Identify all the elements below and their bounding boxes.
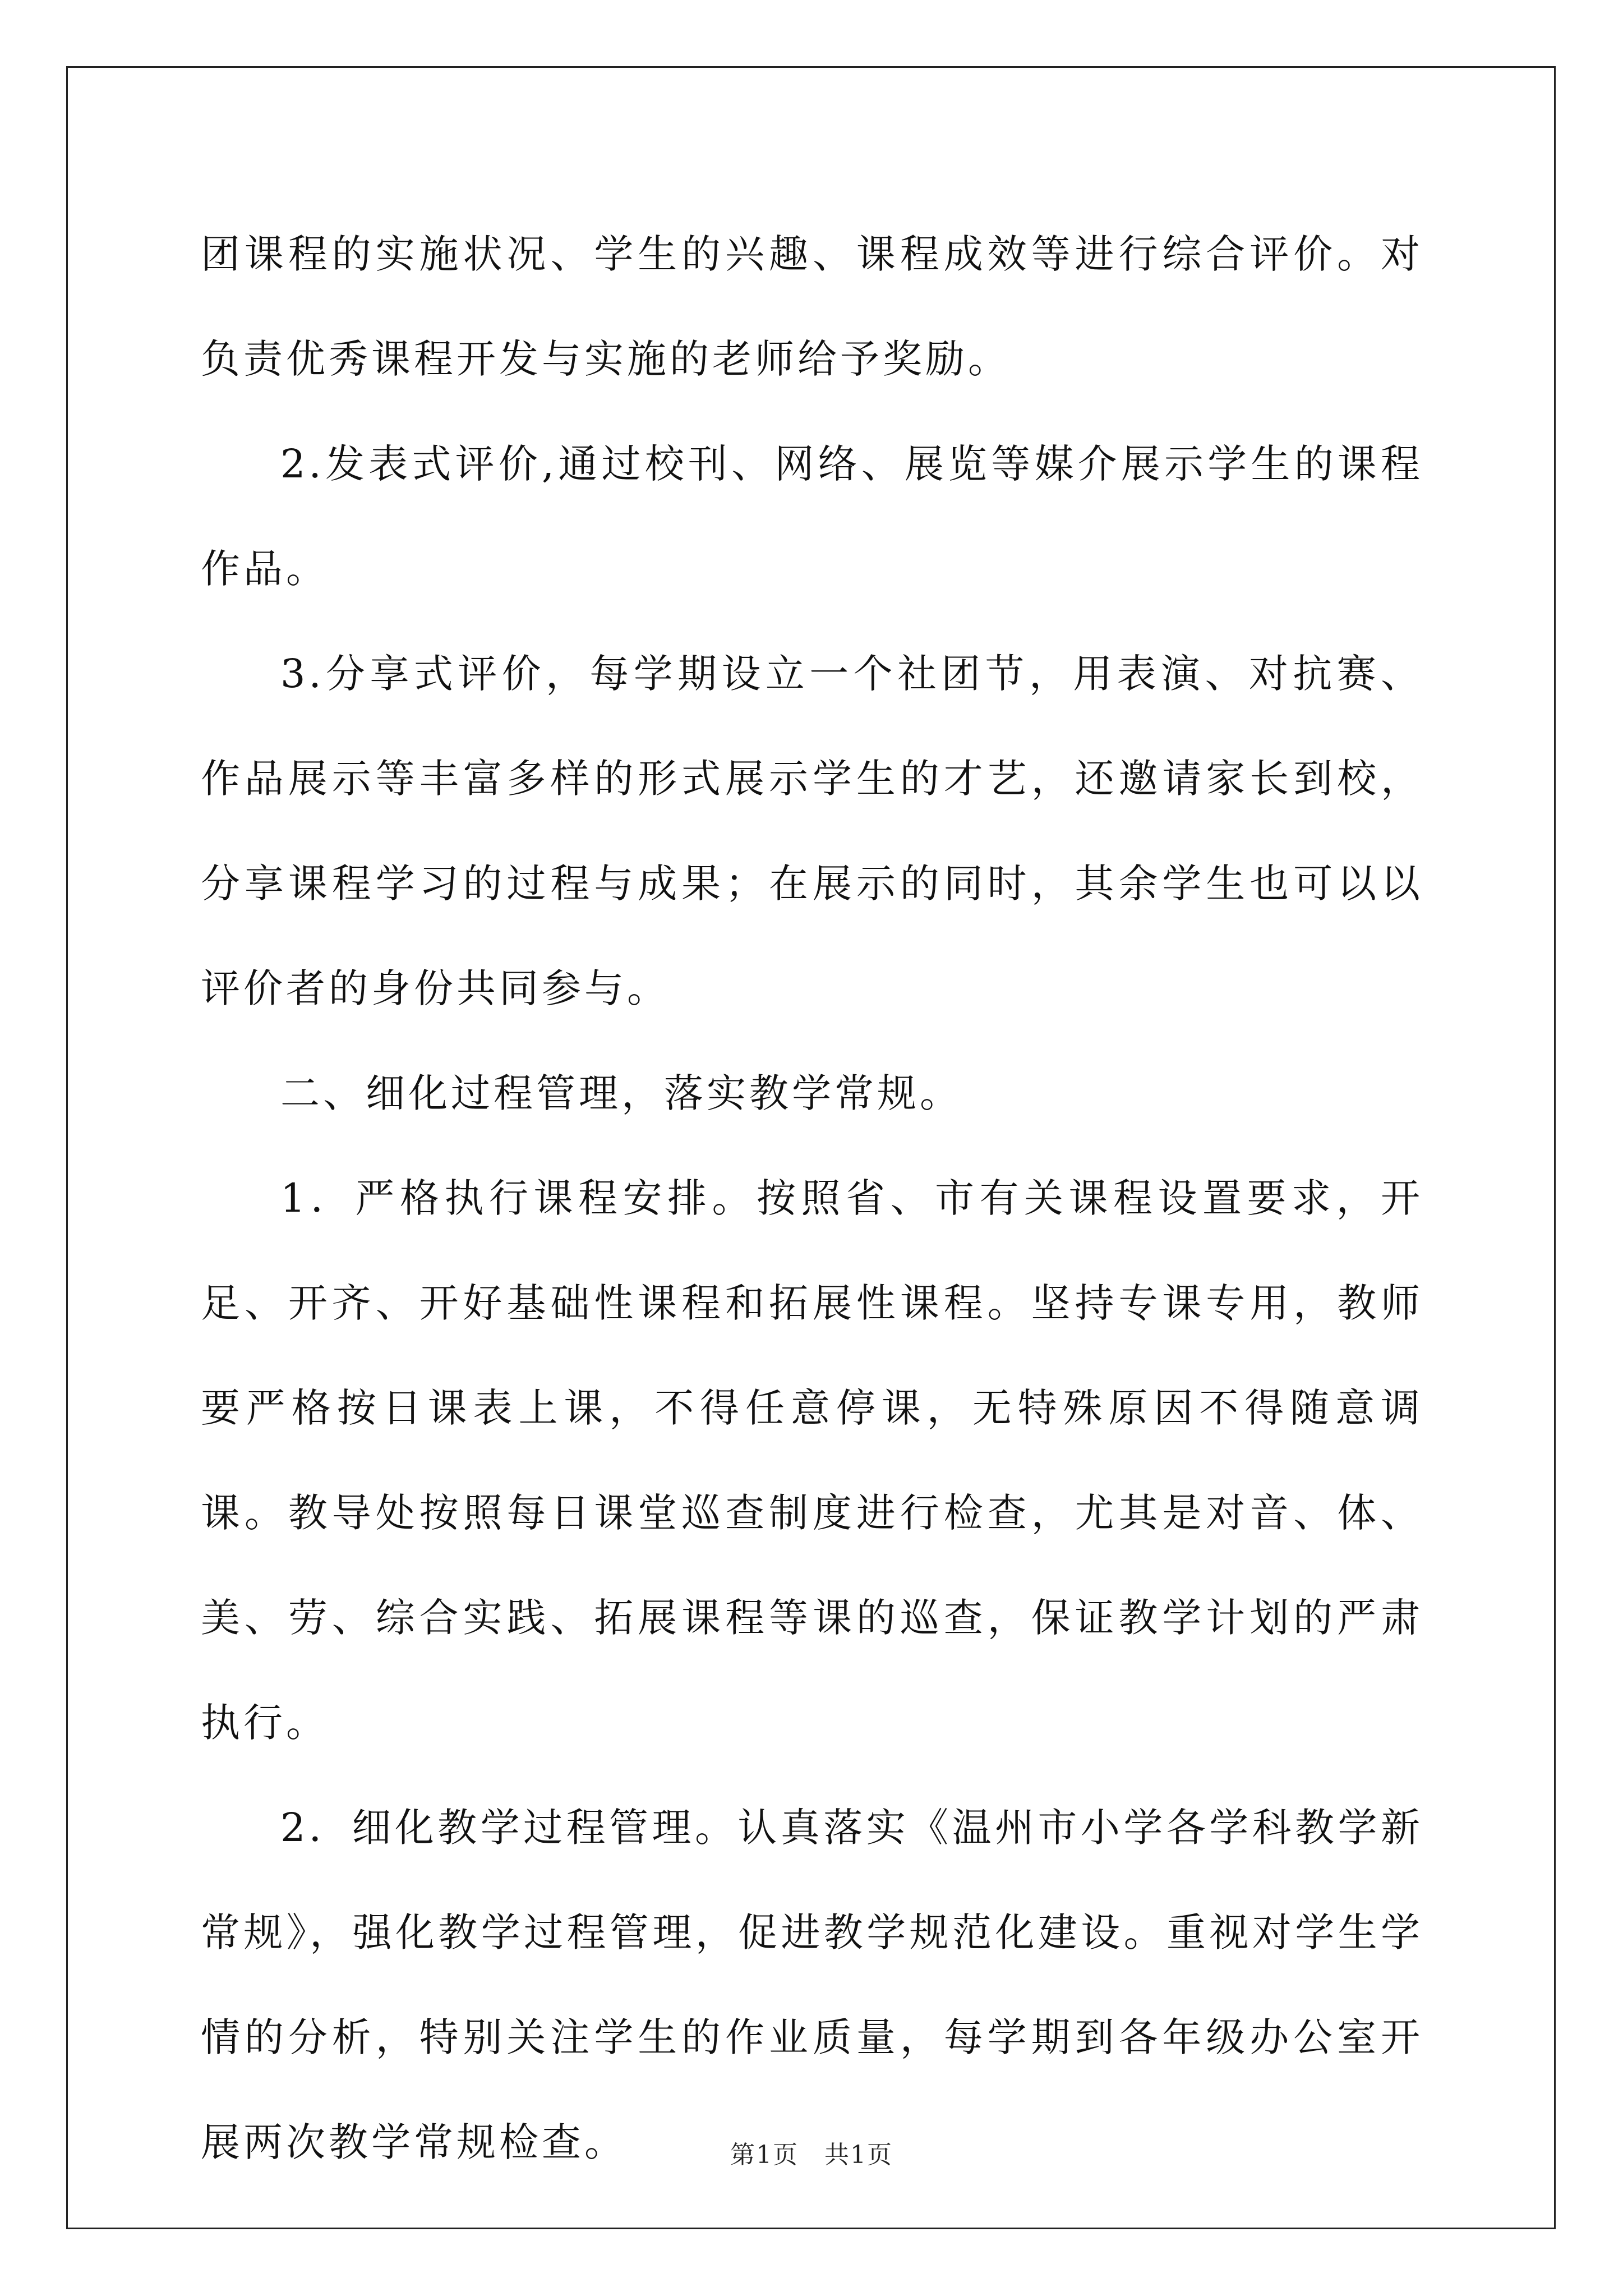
paragraph: 3.分享式评价，每学期设立一个社团节，用表演、对抗赛、作品展示等丰富多样的形式展示学生的才艺，还邀请家长到校，分享课程学习的过程与成果；在展示的同时，其余学生也可以以评价者的身份共同参与。 [201,651,1423,1011]
section-heading: 二、细化过程管理，落实教学常规。 [280,1070,962,1116]
document-body [201,202,1423,2195]
page-footer: 第1页 共1页 [730,2141,893,2169]
paragraph: 团课程的实施状况、学生的兴趣、课程成效等进行综合评价。对负责优秀课程开发与实施的老师给予奖励。 [201,231,1423,382]
paragraph: 2.发表式评价,通过校刊、网络、展览等媒介展示学生的课程作品。 [201,441,1423,592]
paragraph: 2．细化教学过程管理。认真落实《温州市小学各学科教学新常规》，强化教学过程管理，促进教学规范化建设。重视对学生学情的分析，特别关注学生的作业质量，每学期到各年级办公室开展两次教学常规检查。 [201,1805,1423,2165]
paragraph: 1．严格执行课程安排。按照省、市有关课程设置要求，开足、开齐、开好基础性课程和拓展性课程。坚持专课专用，教师要严格按日课表上课，不得任意停课，无特殊原因不得随意调课。教导处按照每日课堂巡查制度进行检查，尤其是对音、体、美、劳、综合实践、拓展课程等课的巡查，保证教学计划的严肃执行。 [201,1175,1423,1746]
